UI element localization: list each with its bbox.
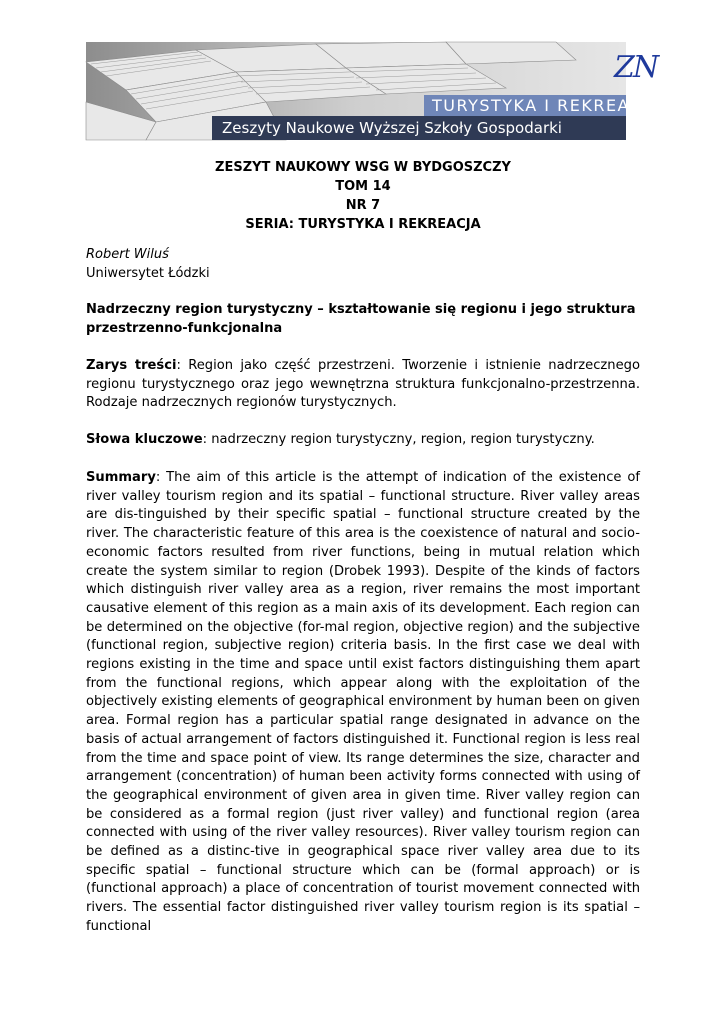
- keywords: [86, 431, 640, 450]
- journal-banner: [86, 42, 661, 140]
- summary-text: : The aim of this article is the attempt of indication of the existence of river valley tourism region and its spatial – functional structure. River valley areas are dis-tinguished by their specific spatial – functional structure created by the river. The characteristic feature of this area is the coexistence of natural and socio-economic factors resulted from river functions, being in mutual relation which create the system similar to region (Drobek 1993). Despite of the kinds of factors which distinguish river valley area as a region, river remains the most important causative element of this region as a main axis of its development. Each region can be determined on the objective (for-mal region, objective region) and the subjective (functional region, subjective region) criteria basis. In the first case we deal with regions existing in the time and space until exist factors distinguishing them apart from the functional regions, which appear along with the exploitation of the objectively existing elements of geographical environment by human been on given area. Formal region has a particular spatial range designated in advance on the basis of actual arrangement of factors distinguished it. Functional region is less real from the time and space point of view. Its range determines the size, character and arrangement (concentration) of human been activity forms connected with using of the geographical environment of given area in given time. River valley region can be considered as a formal region (just river valley) and functional region (area connected with using of the river valley resources). River valley tourism region can be defined as a distinc-tive in geographical space river valley area due to its specific spatial – functional structure which can be (formal approach) or is (functional approach) a place of concentration of tourist movement connected with rivers. The essential factor distinguished river valley tourism region is its spatial – functional: [86, 470, 640, 934]
- abstract-text: : Region jako część przestrzeni. Tworzenie i istnienie nadrzecznego regionu turystycznego oraz jego wewnętrzna struktura funkcjonalno-przestrzenna. Rodzaje nadrzecznych regionów turystycznych.: [86, 358, 640, 411]
- series-band: TURYSTYKA I REKREACJA: [424, 95, 626, 117]
- author-name: Robert Wiluś: [86, 247, 169, 262]
- journal-name-band: Zeszyty Naukowe Wyższej Szkoły Gospodarki: [212, 116, 626, 140]
- header-line-2: TOM 14: [335, 179, 391, 194]
- header-line-1: ZESZYT NAUKOWY WSG W BYDGOSZCZY: [215, 160, 511, 175]
- header-line-3: NR 7: [345, 198, 381, 213]
- abstract-polish: [86, 357, 640, 413]
- author-affiliation: Uniwersytet Łódzki: [86, 266, 210, 281]
- abstract-label: Zarys treści: [86, 358, 177, 373]
- summary-label: Summary: [86, 470, 156, 485]
- article-title: Nadrzeczny region turystyczny – kształtowanie się regionu i jego struktura przestrzenno-funkcjonalna: [86, 302, 636, 336]
- wsg-logo: ZN: [614, 50, 658, 85]
- keywords-label: Słowa kluczowe: [86, 432, 203, 447]
- issue-header: [86, 158, 640, 234]
- header-line-4: SERIA: TURYSTYKA I REKREACJA: [245, 217, 481, 232]
- summary: [86, 469, 640, 937]
- keywords-text: : nadrzeczny region turystyczny, region, region turystyczny.: [202, 432, 595, 447]
- author-block: [86, 245, 210, 283]
